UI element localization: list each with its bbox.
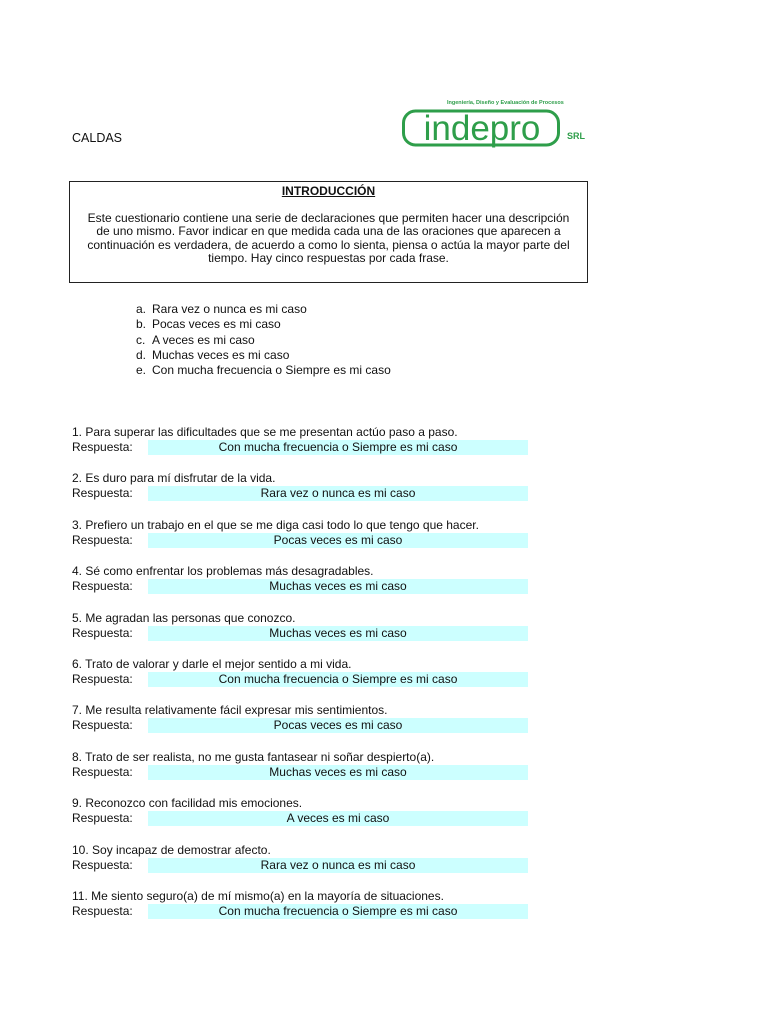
answer-label: Respuesta:: [72, 579, 133, 594]
introduction-box: [69, 181, 588, 283]
indepro-logo: [402, 100, 592, 152]
answer-cell[interactable]: Con mucha frecuencia o Siempre es mi caso: [148, 904, 528, 919]
answer-label: Respuesta:: [72, 764, 133, 779]
answer-label: Respuesta:: [72, 532, 133, 547]
question-item: [72, 518, 532, 564]
logo-tagline: Ingeniería, Diseño y Evaluación de Procesos: [447, 100, 564, 106]
logo-name: indepro: [423, 109, 541, 148]
answer-label: Respuesta:: [72, 857, 133, 872]
question-text: 9. Reconozco con facilidad mis emociones.: [72, 796, 303, 811]
question-item: [72, 657, 532, 703]
question-item: [72, 750, 532, 796]
answer-cell[interactable]: Muchas veces es mi caso: [148, 579, 528, 594]
introduction-text: Este cuestionario contiene una serie de declaraciones que permiten hacer una descripción de uno mismo. Favor indicar en que medida cada una de las oraciones que aparecen a continuación es verdadera, de acuerdo a como lo sienta, piensa o actúa la mayor parte del tiempo. Hay cinco respuestas por cada frase.: [87, 211, 570, 266]
answer-option: [136, 333, 391, 348]
question-item: [72, 796, 532, 842]
questions-list: [72, 425, 532, 935]
answer-cell[interactable]: Con mucha frecuencia o Siempre es mi caso: [148, 672, 528, 687]
answer-cell[interactable]: Rara vez o nunca es mi caso: [148, 486, 528, 501]
location-label: CALDAS: [72, 131, 123, 145]
answer-cell[interactable]: Con mucha frecuencia o Siempre es mi caso: [148, 440, 528, 455]
option-letter: d.: [136, 347, 147, 362]
question-item: [72, 703, 532, 749]
answer-label: Respuesta:: [72, 718, 133, 733]
answer-label: Respuesta:: [72, 625, 133, 640]
answer-label: Respuesta:: [72, 671, 133, 686]
answer-cell[interactable]: Rara vez o nunca es mi caso: [148, 858, 528, 873]
question-item: [72, 564, 532, 610]
question-text: 5. Me agradan las personas que conozco.: [72, 610, 296, 625]
question-text: 4. Sé como enfrentar los problemas más desagradables.: [72, 564, 374, 579]
question-text: 7. Me resulta relativamente fácil expresar mis sentimientos.: [72, 703, 388, 718]
question-item: [72, 889, 532, 935]
question-item: [72, 425, 532, 471]
answer-cell[interactable]: A veces es mi caso: [148, 811, 528, 826]
answer-cell[interactable]: Pocas veces es mi caso: [148, 718, 528, 733]
option-text: A veces es mi caso: [152, 332, 255, 347]
answer-label: Respuesta:: [72, 903, 133, 918]
answer-label: Respuesta:: [72, 811, 133, 826]
introduction-title: INTRODUCCIÓN: [281, 184, 376, 198]
answer-option: [136, 363, 391, 378]
answer-label: Respuesta:: [72, 486, 133, 501]
question-text: 3. Prefiero un trabajo en el que se me diga casi todo lo que tengo que hacer.: [72, 517, 479, 532]
answer-option: [136, 302, 391, 317]
question-text: 11. Me siento seguro(a) de mí mismo(a) en la mayoría de situaciones.: [72, 888, 444, 903]
question-text: 8. Trato de ser realista, no me gusta fantasear ni soñar despierto(a).: [72, 749, 435, 764]
option-letter: e.: [136, 363, 147, 378]
option-letter: c.: [136, 332, 146, 347]
option-text: Muchas veces es mi caso: [152, 347, 290, 362]
option-text: Con mucha frecuencia o Siempre es mi caso: [152, 363, 391, 378]
question-text: 10. Soy incapaz de demostrar afecto.: [72, 842, 271, 857]
logo-suffix: SRL: [567, 131, 585, 141]
option-letter: a.: [136, 302, 147, 316]
option-letter: b.: [136, 317, 147, 332]
logo-graphic: [402, 100, 567, 152]
question-item: [72, 843, 532, 889]
option-text: Rara vez o nunca es mi caso: [152, 302, 307, 316]
question-item: [72, 611, 532, 657]
answer-options-list: [136, 302, 391, 378]
answer-cell[interactable]: Muchas veces es mi caso: [148, 626, 528, 641]
answer-option: [136, 317, 391, 332]
question-text: 6. Trato de valorar y darle el mejor sentido a mi vida.: [72, 656, 352, 671]
question-text: 2. Es duro para mí disfrutar de la vida.: [72, 471, 276, 486]
answer-cell[interactable]: Muchas veces es mi caso: [148, 765, 528, 780]
question-text: 1. Para superar las dificultades que se me presentan actúo paso a paso.: [72, 425, 458, 439]
answer-cell[interactable]: Pocas veces es mi caso: [148, 533, 528, 548]
question-item: [72, 471, 532, 517]
option-text: Pocas veces es mi caso: [152, 317, 281, 332]
answer-label: Respuesta:: [72, 440, 133, 454]
answer-option: [136, 348, 391, 363]
